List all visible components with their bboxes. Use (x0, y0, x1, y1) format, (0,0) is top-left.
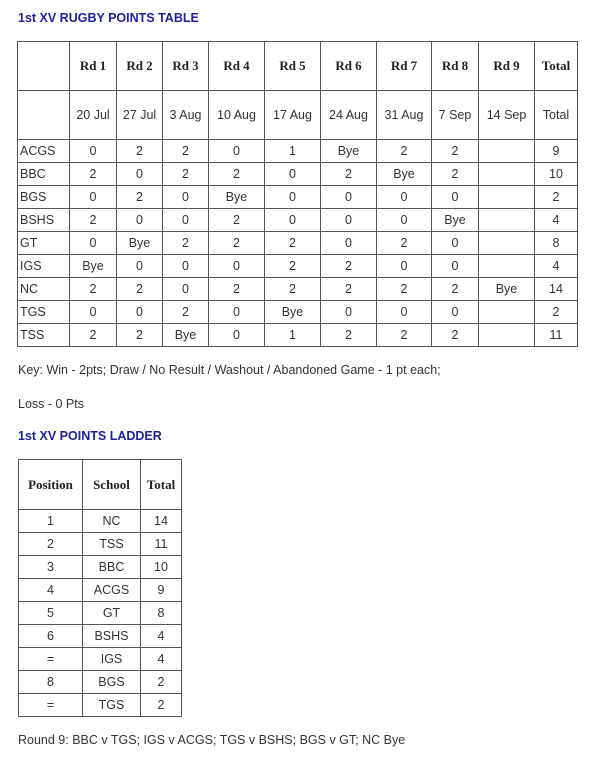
total-cell: 10 (535, 163, 578, 186)
ladder-school-cell: NC (83, 510, 141, 533)
date-header: 7 Sep (432, 91, 479, 140)
round-points-cell: 0 (265, 163, 321, 186)
round-points-cell: 0 (70, 301, 117, 324)
ladder-header-school: School (83, 460, 141, 510)
round-header: Rd 3 (163, 42, 209, 91)
school-name: BGS (18, 186, 70, 209)
ladder-position-cell: = (19, 648, 83, 671)
round-points-cell: 0 (209, 140, 265, 163)
table-row (19, 671, 182, 694)
round-points-cell (479, 163, 535, 186)
total-header: Total (535, 42, 578, 91)
ladder-position-cell: 5 (19, 602, 83, 625)
round-points-cell (479, 140, 535, 163)
round-points-cell: 2 (117, 278, 163, 301)
round-points-cell: 0 (117, 301, 163, 324)
ladder-total-cell: 4 (141, 648, 182, 671)
round-points-cell: 2 (321, 255, 377, 278)
round-points-cell: 2 (432, 140, 479, 163)
ladder-position-cell: 1 (19, 510, 83, 533)
ladder-total-cell: 11 (141, 533, 182, 556)
key-line-2: Loss - 0 Pts (18, 397, 84, 411)
ladder-total-cell: 2 (141, 671, 182, 694)
table-row (18, 301, 578, 324)
round-points-cell: 0 (432, 186, 479, 209)
points-table (17, 41, 578, 347)
points-table-title: 1st XV RUGBY POINTS TABLE (18, 11, 199, 25)
round-points-cell: 0 (117, 209, 163, 232)
ladder-total-cell: 9 (141, 579, 182, 602)
ladder-total-cell: 8 (141, 602, 182, 625)
round-9-fixtures: Round 9: BBC v TGS; IGS v ACGS; TGS v BSHS; BGS v GT; NC Bye (18, 733, 406, 747)
round-points-cell: 1 (265, 324, 321, 347)
total-cell: 2 (535, 186, 578, 209)
round-points-cell: Bye (265, 301, 321, 324)
round-points-cell: 0 (321, 209, 377, 232)
round-points-cell: 2 (321, 324, 377, 347)
table-row (19, 533, 182, 556)
ladder-table-body (19, 510, 182, 717)
date-header: 14 Sep (479, 91, 535, 140)
school-name: GT (18, 232, 70, 255)
ladder-header-row (19, 460, 182, 510)
round-points-cell: 0 (163, 278, 209, 301)
round-points-cell (479, 301, 535, 324)
total-cell: 4 (535, 255, 578, 278)
date-header-row (18, 91, 578, 140)
round-points-cell: Bye (377, 163, 432, 186)
round-header: Rd 8 (432, 42, 479, 91)
ladder-position-cell: 3 (19, 556, 83, 579)
ladder-position-cell: 4 (19, 579, 83, 602)
school-name: TGS (18, 301, 70, 324)
round-header-row (18, 42, 578, 91)
school-name: ACGS (18, 140, 70, 163)
round-points-cell (479, 232, 535, 255)
round-points-cell: Bye (70, 255, 117, 278)
ladder-school-cell: ACGS (83, 579, 141, 602)
round-points-cell: 2 (377, 232, 432, 255)
round-points-cell: 2 (70, 278, 117, 301)
table-row (19, 579, 182, 602)
table-row (18, 278, 578, 301)
round-points-cell: 0 (209, 255, 265, 278)
round-points-cell: 0 (163, 186, 209, 209)
ladder-header-position: Position (19, 460, 83, 510)
table-row (18, 186, 578, 209)
round-points-cell: 1 (265, 140, 321, 163)
round-header: Rd 5 (265, 42, 321, 91)
ladder-total-cell: 14 (141, 510, 182, 533)
round-points-cell: 0 (209, 301, 265, 324)
round-points-cell: Bye (117, 232, 163, 255)
round-points-cell: 0 (432, 301, 479, 324)
round-points-cell: 0 (209, 324, 265, 347)
round-points-cell: 0 (70, 140, 117, 163)
round-points-cell (479, 255, 535, 278)
round-points-cell: 2 (377, 278, 432, 301)
round-header: Rd 7 (377, 42, 432, 91)
round-points-cell: 2 (209, 278, 265, 301)
table-row (19, 694, 182, 717)
round-points-cell: 0 (117, 255, 163, 278)
school-name: TSS (18, 324, 70, 347)
total-sub-header: Total (535, 91, 578, 140)
school-name: IGS (18, 255, 70, 278)
round-points-cell: 0 (377, 255, 432, 278)
round-points-cell: 2 (377, 324, 432, 347)
ladder-school-cell: TSS (83, 533, 141, 556)
table-row (18, 140, 578, 163)
round-points-cell: 0 (265, 209, 321, 232)
round-points-cell: 2 (209, 209, 265, 232)
table-row (19, 625, 182, 648)
date-header: 27 Jul (117, 91, 163, 140)
round-points-cell: 0 (321, 301, 377, 324)
table-row (18, 209, 578, 232)
round-points-cell: 2 (432, 163, 479, 186)
key-line-1: Key: Win - 2pts; Draw / No Result / Washout / Abandoned Game - 1 pt each; (18, 363, 441, 377)
date-header: 31 Aug (377, 91, 432, 140)
round-points-cell: 2 (321, 278, 377, 301)
points-table-body (18, 140, 578, 347)
round-points-cell: 2 (163, 140, 209, 163)
round-points-cell: 2 (377, 140, 432, 163)
table-row (18, 324, 578, 347)
ladder-position-cell: 6 (19, 625, 83, 648)
table-row (19, 556, 182, 579)
round-points-cell: 2 (70, 209, 117, 232)
total-cell: 11 (535, 324, 578, 347)
round-points-cell: 2 (117, 140, 163, 163)
round-points-cell: 0 (70, 186, 117, 209)
round-points-cell: Bye (163, 324, 209, 347)
round-points-cell: 2 (321, 163, 377, 186)
round-points-cell: 2 (209, 232, 265, 255)
school-name: BBC (18, 163, 70, 186)
round-points-cell: 2 (70, 163, 117, 186)
round-points-cell: Bye (209, 186, 265, 209)
table-row (18, 255, 578, 278)
round-points-cell: 2 (163, 163, 209, 186)
round-points-cell: 2 (265, 232, 321, 255)
ladder-position-cell: 2 (19, 533, 83, 556)
date-header: 24 Aug (321, 91, 377, 140)
school-name: BSHS (18, 209, 70, 232)
round-points-cell: 0 (117, 163, 163, 186)
round-points-cell: 2 (209, 163, 265, 186)
round-header: Rd 9 (479, 42, 535, 91)
round-points-cell: 0 (163, 255, 209, 278)
round-points-cell: 2 (163, 232, 209, 255)
round-points-cell: 0 (321, 186, 377, 209)
round-points-cell: 0 (265, 186, 321, 209)
round-header: Rd 1 (70, 42, 117, 91)
ladder-total-cell: 4 (141, 625, 182, 648)
ladder-total-cell: 10 (141, 556, 182, 579)
table-row (18, 232, 578, 255)
total-cell: 14 (535, 278, 578, 301)
date-header: 3 Aug (163, 91, 209, 140)
date-header: 20 Jul (70, 91, 117, 140)
round-points-cell: 2 (432, 278, 479, 301)
ladder-school-cell: GT (83, 602, 141, 625)
round-points-cell: 0 (377, 301, 432, 324)
table-row (18, 163, 578, 186)
ladder-title: 1st XV POINTS LADDER (18, 429, 162, 443)
ladder-school-cell: BBC (83, 556, 141, 579)
round-points-cell (479, 186, 535, 209)
ladder-total-cell: 2 (141, 694, 182, 717)
total-cell: 2 (535, 301, 578, 324)
round-points-cell: 2 (163, 301, 209, 324)
total-cell: 9 (535, 140, 578, 163)
round-header: Rd 4 (209, 42, 265, 91)
ladder-school-cell: IGS (83, 648, 141, 671)
round-points-cell: 2 (432, 324, 479, 347)
total-cell: 8 (535, 232, 578, 255)
table-row (19, 602, 182, 625)
round-points-cell: 2 (117, 186, 163, 209)
table-row (19, 510, 182, 533)
round-points-cell: 0 (163, 209, 209, 232)
round-points-cell: 0 (377, 186, 432, 209)
round-points-cell: 0 (432, 232, 479, 255)
round-points-cell: 0 (70, 232, 117, 255)
round-header: Rd 6 (321, 42, 377, 91)
round-points-cell: 2 (117, 324, 163, 347)
round-points-cell: Bye (479, 278, 535, 301)
round-points-cell: Bye (321, 140, 377, 163)
round-points-cell: 2 (265, 255, 321, 278)
ladder-header-total: Total (141, 460, 182, 510)
ladder-school-cell: TGS (83, 694, 141, 717)
ladder-school-cell: BGS (83, 671, 141, 694)
round-points-cell: 0 (432, 255, 479, 278)
round-points-cell: 0 (321, 232, 377, 255)
corner-cell (18, 91, 70, 140)
points-ladder-table (18, 459, 182, 717)
ladder-school-cell: BSHS (83, 625, 141, 648)
school-name: NC (18, 278, 70, 301)
round-header: Rd 2 (117, 42, 163, 91)
date-header: 10 Aug (209, 91, 265, 140)
round-points-cell: 0 (377, 209, 432, 232)
round-points-cell: 2 (265, 278, 321, 301)
round-points-cell: 2 (70, 324, 117, 347)
round-points-cell (479, 324, 535, 347)
round-points-cell: Bye (432, 209, 479, 232)
date-header: 17 Aug (265, 91, 321, 140)
corner-cell (18, 42, 70, 91)
total-cell: 4 (535, 209, 578, 232)
ladder-position-cell: = (19, 694, 83, 717)
table-row (19, 648, 182, 671)
ladder-position-cell: 8 (19, 671, 83, 694)
round-points-cell (479, 209, 535, 232)
